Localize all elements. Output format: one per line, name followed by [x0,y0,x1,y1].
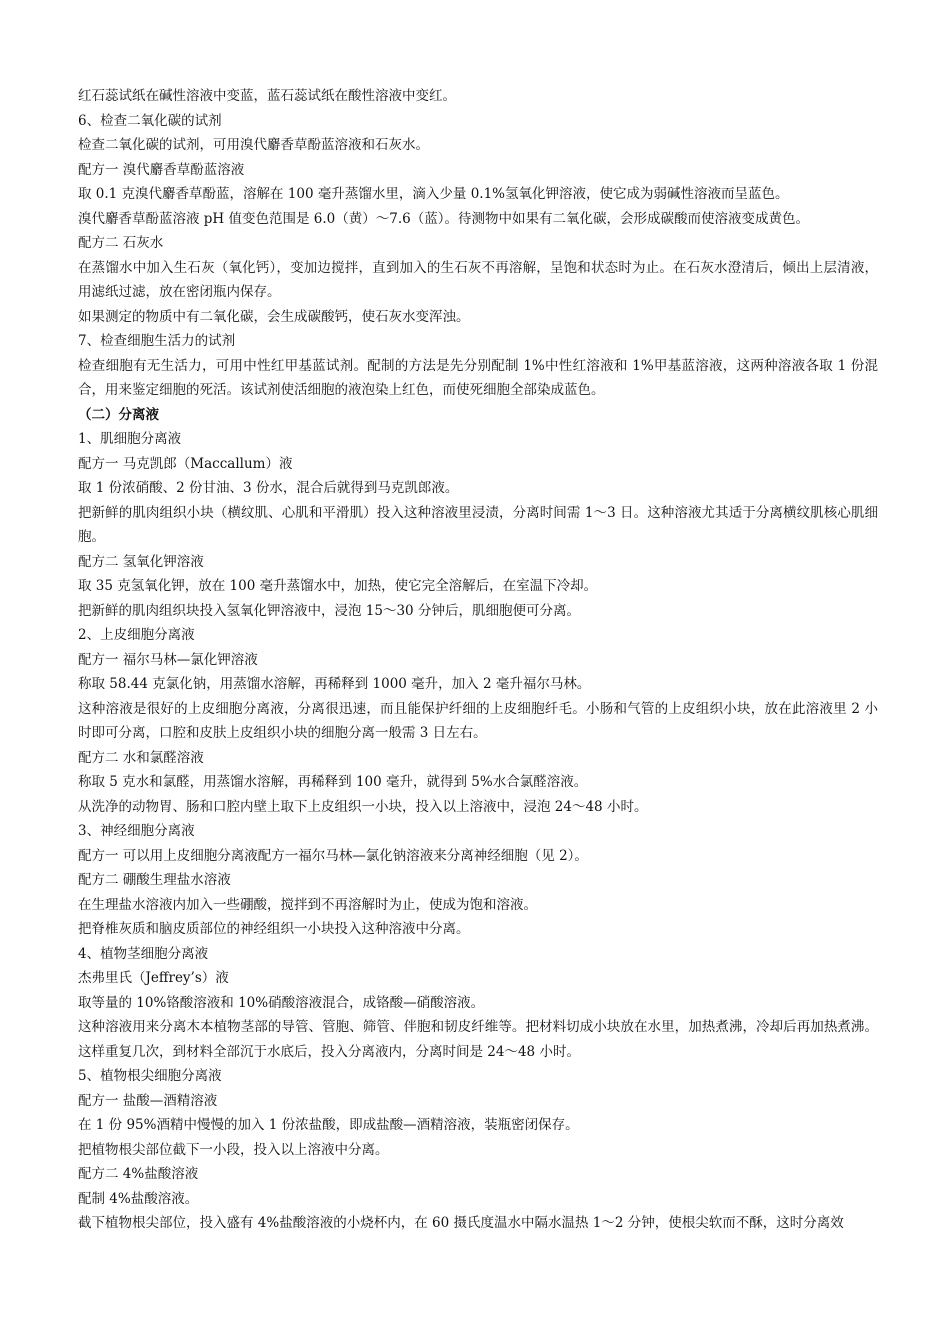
subsection-heading: 3、神经细胞分离液 [78,823,195,839]
section-heading: （二）分离液 [78,406,159,423]
paragraph: 这种溶液是很好的上皮细胞分离液，分离很迅速，而且能保护纤细的上皮细胞纤毛。小肠和气管的上皮组织小块，放在此溶液里 2 小时即可分离，口腔和皮肤上皮组织小块的细胞分离一般需 3 日左右。 [78,700,878,741]
text-line: 溴代麝香草酚蓝溶液 pH 值变色范围是 6.0（黄）～7.6（蓝）。待测物中如果有二氧化碳，会形成碳酸而使溶液变成黄色。 [78,210,809,227]
formula-heading: 配方二 4%盐酸溶液 [78,1166,199,1182]
paragraph: 在蒸馏水中加入生石灰（氧化钙），变加边搅拌，直到加入的生石灰不再溶解，呈饱和状态时为止。在石灰水澄清后，倾出上层清液，用滤纸过滤，放在密闭瓶内保存。 [78,259,878,300]
subsection-heading: 1、肌细胞分离液 [78,431,182,447]
formula-heading: 配方二 石灰水 [78,235,164,251]
text-line: 把脊椎灰质和脑皮质部位的神经组织一小块投入这种溶液中分离。 [78,921,470,937]
formula-heading: 配方二 水和氯醛溶液 [78,749,204,766]
formula-heading: 配方一 溴代麝香草酚蓝溶液 [78,161,245,178]
formula-heading: 配方一 可以用上皮细胞分离液配方一福尔马林—氯化钠溶液来分离神经细胞（见 2）。 [78,847,588,864]
text-line: 把新鲜的肌肉组织块投入氢氧化钾溶液中，浸泡 15～30 分钟后，肌细胞便可分离。 [78,602,580,619]
text-line: 如果测定的物质中有二氧化碳，会生成碳酸钙，使石灰水变浑浊。 [78,308,470,325]
text-line: 把植物根尖部位截下一小段，投入以上溶液中分离。 [78,1141,389,1158]
text-line: 取等量的 10%铬酸溶液和 10%硝酸溶液混合，成铬酸—硝酸溶液。 [78,994,485,1011]
text-line: 配制 4%盐酸溶液。 [78,1190,199,1207]
text-line: 在生理盐水溶液内加入一些硼酸，搅拌到不再溶解时为止，使成为饱和溶液。 [78,896,537,913]
formula-heading: 配方二 硼酸生理盐水溶液 [78,872,231,888]
text-line: 取 35 克氢氧化钾，放在 100 毫升蒸馏水中，加热，使它完全溶解后，在室温下冷却。 [78,578,598,594]
text-line: 红石蕊试纸在碱性溶液中变蓝，蓝石蕊试纸在酸性溶液中变红。 [78,88,456,104]
text-line: 检查二氧化碳的试剂，可用溴代麝香草酚蓝溶液和石灰水。 [78,137,429,153]
paragraph: 这种溶液用来分离木本植物茎部的导管、管胞、筛管、伴胞和韧皮纤维等。把材料切成小块放在水里，加热煮沸，冷却后再加热煮沸。这样重复几次，到材料全部沉于水底后，投入分离液内，分离时间是 24～48 小时。 [78,1019,878,1060]
subsection-heading: 6、检查二氧化碳的试剂 [78,112,222,129]
text-line: 截下植物根尖部位，投入盛有 4%盐酸溶液的小烧杯内，在 60 摄氏度温水中隔水温热 1～2 分钟，使根尖软而不酥，这时分离效 [78,1215,844,1231]
formula-heading: 杰弗里氏（Jeffrey’s）液 [78,970,229,986]
text-line: 取 1 份浓硝酸、2 份甘油、3 份水，混合后就得到马克凯郎液。 [78,480,459,496]
formula-heading: 配方一 马克凯郎（Maccallum）液 [78,455,293,472]
text-line: 从洗净的动物胃、肠和口腔内壁上取下上皮组织一小块，投入以上溶液中，浸泡 24～48 小时。 [78,798,648,815]
formula-heading: 配方二 氢氧化钾溶液 [78,553,204,570]
paragraph: 把新鲜的肌肉组织小块（横纹肌、心肌和平滑肌）投入这种溶液里浸渍，分离时间需 1～3 日。这种溶液尤其适于分离横纹肌核心肌细胞。 [78,504,878,545]
subsection-heading: 4、植物茎细胞分离液 [78,945,209,962]
subsection-heading: 7、检查细胞生活力的试剂 [78,333,236,349]
subsection-heading: 2、上皮细胞分离液 [78,627,195,643]
subsection-heading: 5、植物根尖细胞分离液 [78,1068,222,1084]
text-line: 称取 5 克水和氯醛，用蒸馏水溶解，再稀释到 100 毫升，就得到 5%水合氯醛溶液。 [78,774,588,790]
formula-heading: 配方一 福尔马林—氯化钾溶液 [78,651,258,668]
document-page [78,84,878,1236]
formula-heading: 配方一 盐酸—酒精溶液 [78,1092,218,1109]
paragraph: 检查细胞有无生活力，可用中性红甲基蓝试剂。配制的方法是先分别配制 1%中性红溶液和 1%甲基蓝溶液，这两种溶液各取 1 份混合，用来鉴定细胞的死活。该试剂使活细胞的液泡染上红色，而使死细胞全部染成蓝色。 [78,357,878,398]
text-line: 称取 58.44 克氯化钠，用蒸馏水溶解，再稀释到 1000 毫升，加入 2 毫升福尔马林。 [78,676,591,692]
text-line: 在 1 份 95%酒精中慢慢的加入 1 份浓盐酸，即成盐酸—酒精溶液，装瓶密闭保存。 [78,1117,579,1133]
text-line: 取 0.1 克溴代麝香草酚蓝，溶解在 100 毫升蒸馏水里，滴入少量 0.1%氢氧化钾溶液，使它成为弱碱性溶液而呈蓝色。 [78,186,789,202]
